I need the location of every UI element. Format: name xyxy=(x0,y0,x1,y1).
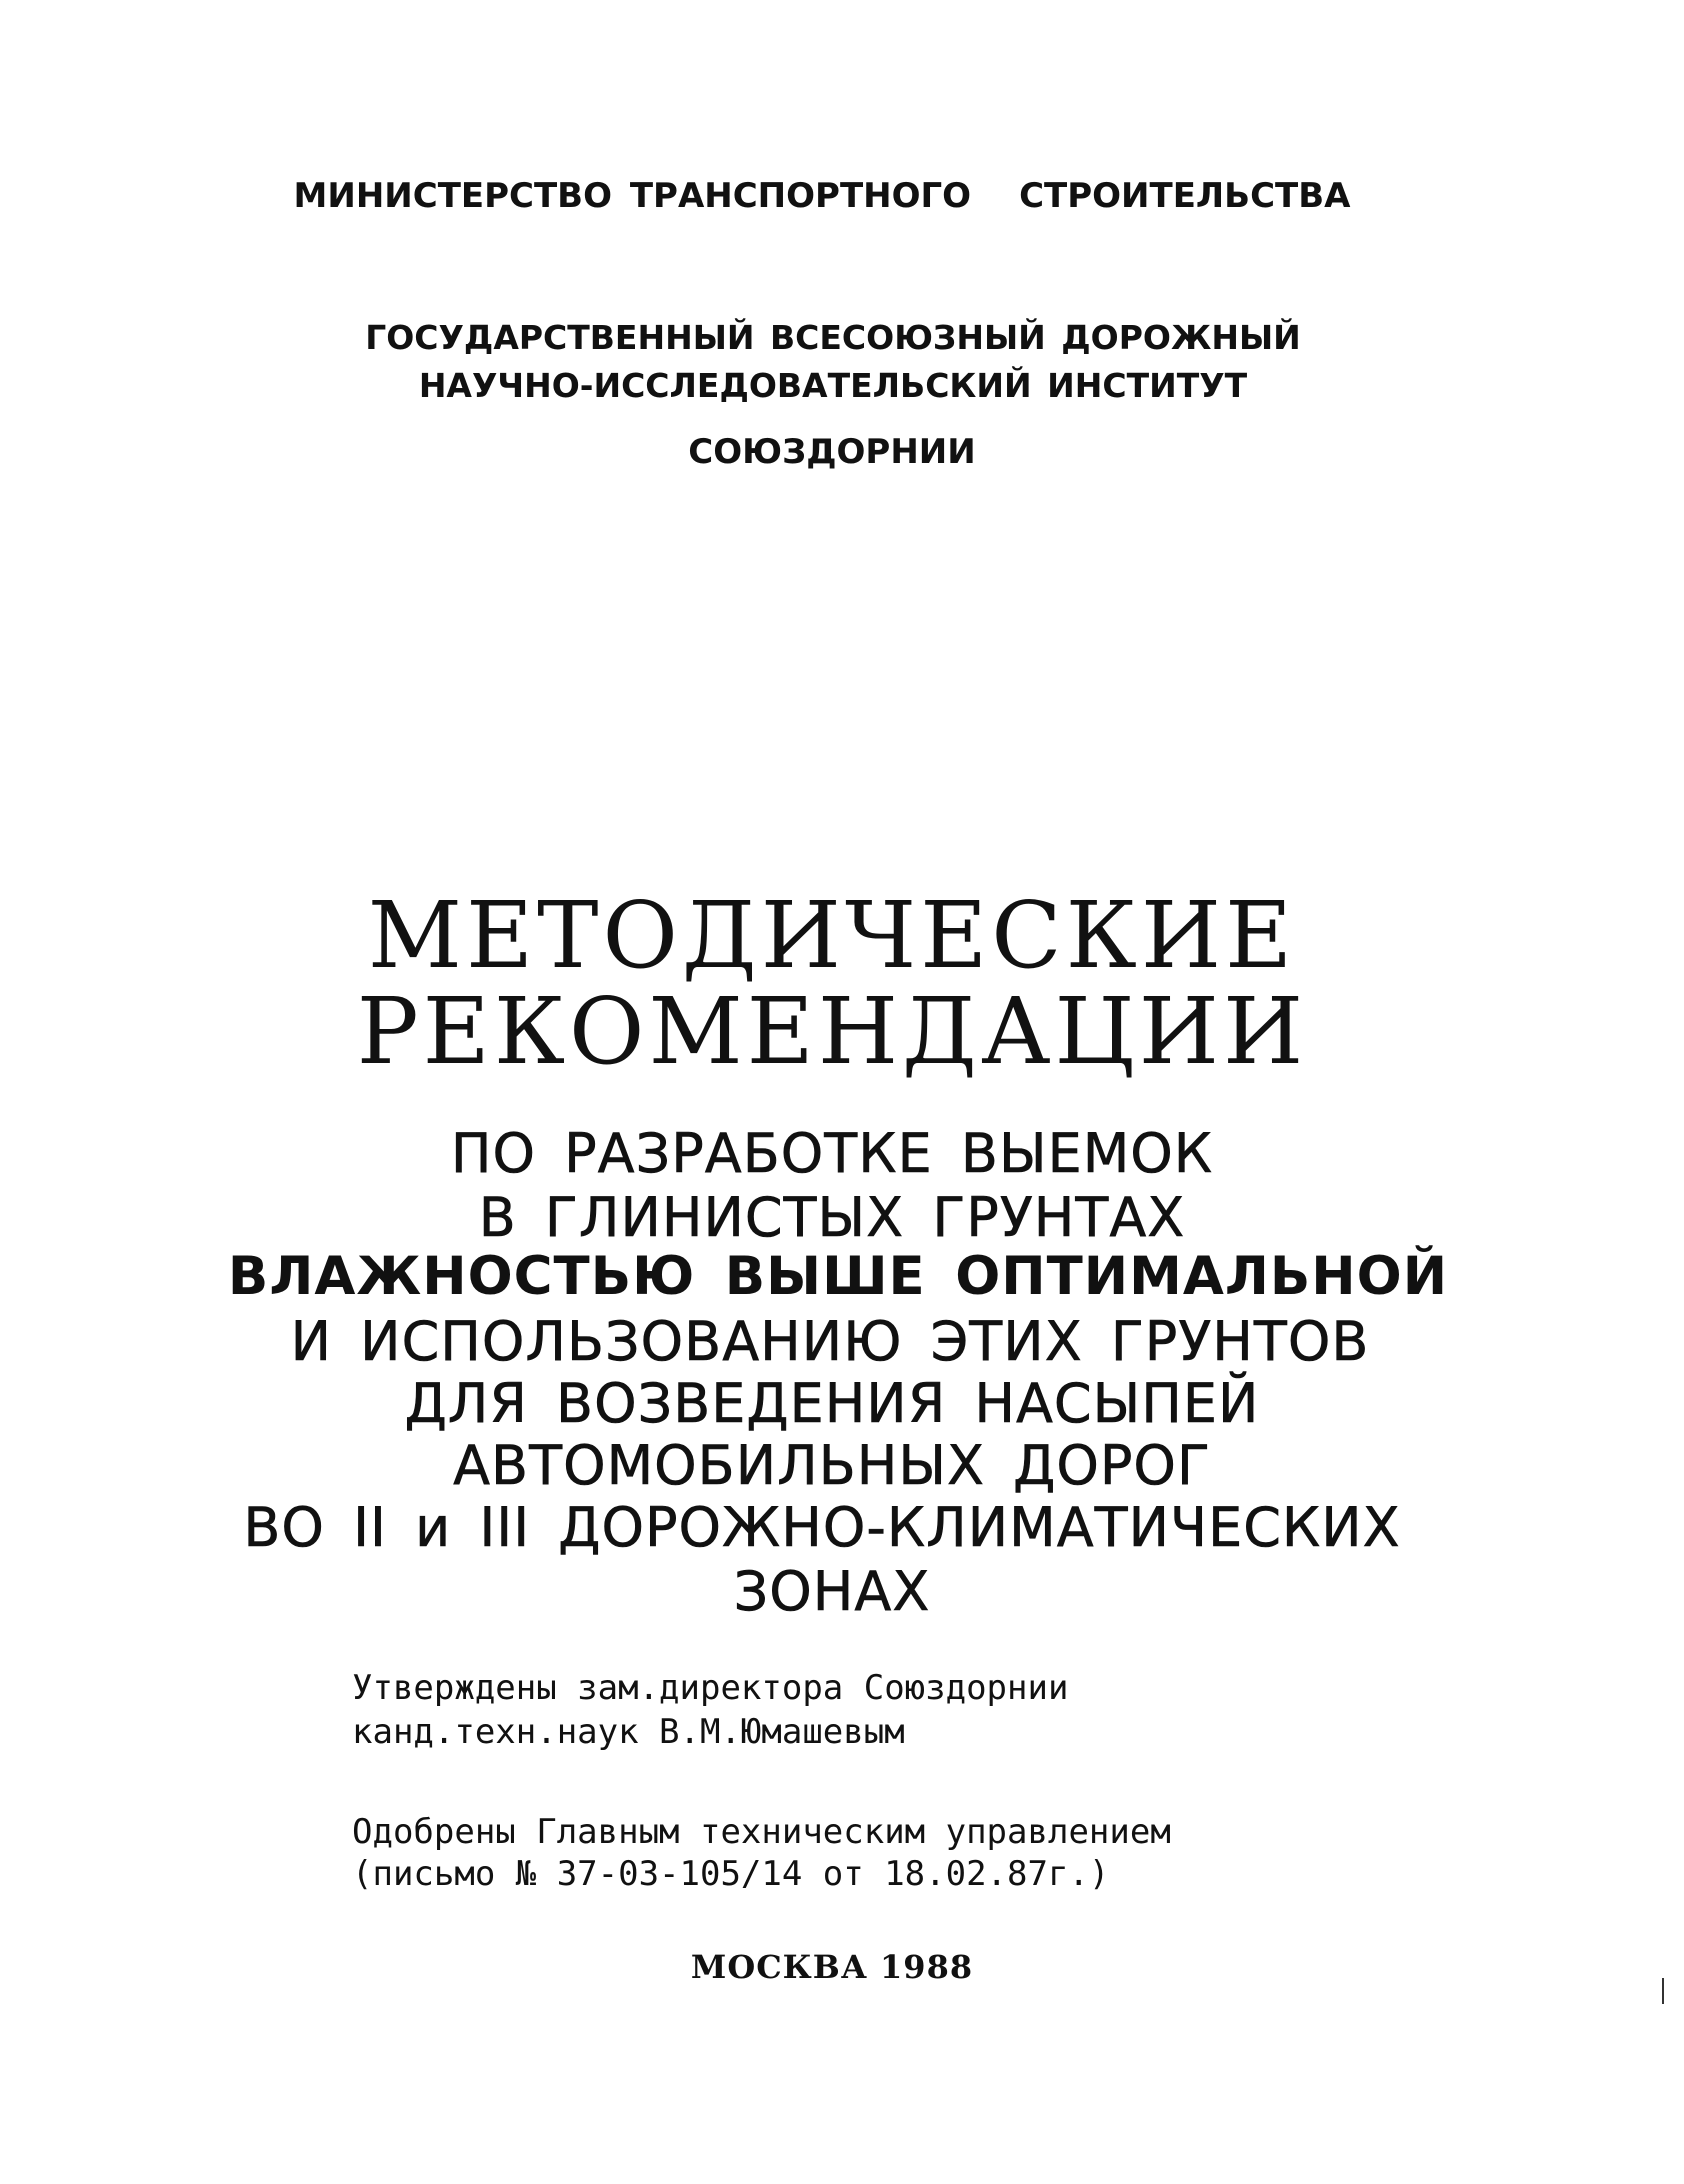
subtitle-line: И ИСПОЛЬЗОВАНИЮ ЭТИХ ГРУНТОВ xyxy=(290,1310,1370,1373)
approval-line-2: канд.техн.наук В.М.Юмашевым xyxy=(352,1712,905,1752)
ministry-name xyxy=(0,176,1664,216)
ministry-name-part1: МИНИСТЕРСТВО ТРАНСПОРТНОГО xyxy=(293,176,972,216)
document-title-line-2: РЕКОМЕНДАЦИИ xyxy=(356,978,1308,1085)
subtitle-line: ВО II и III ДОРОЖНО-КЛИМАТИЧЕСКИХ xyxy=(243,1496,1401,1559)
subtitle-line: ВЛАЖНОСТЬЮ ВЫШЕ ОПТИМАЛЬНОЙ xyxy=(227,1246,1449,1307)
subtitle-line: ПО РАЗРАБОТКЕ ВЫЕМОК xyxy=(450,1122,1214,1185)
institute-short-name: СОЮЗДОРНИИ xyxy=(688,432,976,472)
scan-edge-mark xyxy=(1662,1978,1664,2004)
imprint-city-year: МОСКВА 1988 xyxy=(690,1948,974,1986)
endorsement-line-1: Одобрены Главным техническим управлением xyxy=(352,1812,1171,1852)
subtitle-line: ДЛЯ ВОЗВЕДЕНИЯ НАСЫПЕЙ xyxy=(404,1372,1260,1435)
approval-line-1: Утверждены зам.директора Союздорнии xyxy=(352,1668,1069,1708)
document-title-line-1: МЕТОДИЧЕСКИЕ xyxy=(367,882,1297,989)
ministry-name-part2: СТРОИТЕЛЬСТВА xyxy=(1019,176,1351,216)
institute-line-1: ГОСУДАРСТВЕННЫЙ ВСЕСОЮЗНЫЙ ДОРОЖНЫЙ xyxy=(365,318,1301,357)
endorsement-line-2: (письмо № 37-03-105/14 от 18.02.87г.) xyxy=(352,1854,1110,1894)
institute-line-2: НАУЧНО-ИССЛЕДОВАТЕЛЬСКИЙ ИНСТИТУТ xyxy=(418,366,1248,405)
subtitle-line: ЗОНАХ xyxy=(733,1560,931,1623)
subtitle-line: АВТОМОБИЛЬНЫХ ДОРОГ xyxy=(453,1434,1211,1497)
subtitle-line: В ГЛИНИСТЫХ ГРУНТАХ xyxy=(478,1186,1186,1249)
